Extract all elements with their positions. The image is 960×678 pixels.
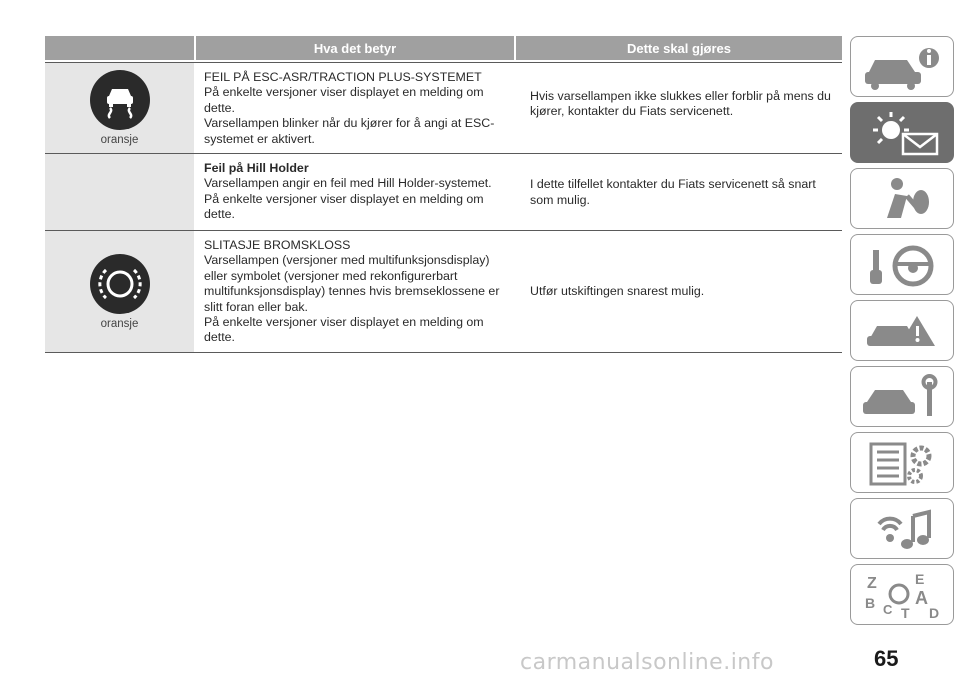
page-number: 65 <box>874 646 899 671</box>
tab-multimedia[interactable] <box>850 498 954 559</box>
svg-text:B: B <box>865 594 876 611</box>
table-row <box>45 62 842 153</box>
car-crash-warning-icon <box>857 306 947 356</box>
color-caption: oransje <box>100 134 139 146</box>
meaning-text: På enkelte versjoner viser displayet en melding om dette. <box>204 315 484 345</box>
svg-text:Z: Z <box>867 574 877 592</box>
action-cell <box>520 63 842 153</box>
action-text: Utfør utskiftingen snarest mulig. <box>530 284 705 299</box>
action-cell <box>520 231 842 352</box>
svg-text:D: D <box>929 604 940 620</box>
meaning-cell <box>196 63 520 153</box>
header-icon-column <box>45 36 196 60</box>
key-steering-wheel-icon <box>857 240 947 290</box>
meaning-title: FEIL PÅ ESC-ASR/TRACTION PLUS-SYSTEMET <box>204 70 482 84</box>
meaning-text: Varsellampen blinker når du kjører for å angi at ESC-systemet er aktivert. <box>204 116 495 146</box>
svg-text:A: A <box>915 587 928 608</box>
action-text: I dette tilfellet kontakter du Fiats servicenett så snart som mulig. <box>530 177 816 207</box>
brake-pad-icon <box>90 254 150 314</box>
meaning-text: På enkelte versjoner viser displayet en melding om dette. <box>204 85 484 115</box>
multimedia-music-icon <box>857 504 947 554</box>
tab-index[interactable] <box>850 564 954 625</box>
svg-text:E: E <box>915 570 925 587</box>
icon-cell <box>45 231 196 352</box>
table-row <box>45 230 842 353</box>
list-gears-icon <box>857 438 947 488</box>
tab-car-info[interactable] <box>850 36 954 97</box>
action-text: Hvis varsellampen ikke slukkes eller forblir på mens du kjører, kontakter du Fiats servicenett. <box>530 89 831 119</box>
warning-lights-table <box>45 36 842 353</box>
icon-cell <box>45 154 196 230</box>
tab-technical-data[interactable] <box>850 432 954 493</box>
icon-cell <box>45 63 196 153</box>
skid-car-icon <box>90 70 150 130</box>
meaning-text: Varsellampen (versjoner med multifunksjonsdisplay) eller symbolet (versjoner med rekonfigurerbart multifunksjonsdisplay) tennes hvis bremseklossene er slitt foran eller bak. <box>204 253 500 314</box>
chapter-tabs <box>850 36 954 630</box>
table-header <box>45 36 842 62</box>
car-info-icon <box>857 42 947 92</box>
table-row <box>45 153 842 230</box>
action-cell <box>520 154 842 230</box>
tab-maintenance[interactable] <box>850 366 954 427</box>
meaning-cell <box>196 231 520 352</box>
tab-emergency[interactable] <box>850 300 954 361</box>
header-meaning: Hva det betyr <box>196 36 516 60</box>
meaning-cell <box>196 154 520 230</box>
airbag-seat-icon <box>857 174 947 224</box>
meaning-title: SLITASJE BROMSKLOSS <box>204 238 351 252</box>
alphabet-index-icon <box>857 570 947 620</box>
meaning-text: På enkelte versjoner viser displayet en melding om dette. <box>204 191 484 222</box>
meaning-title: Feil på Hill Holder <box>204 161 309 175</box>
color-caption: oransje <box>100 317 139 330</box>
svg-text:C: C <box>883 601 893 617</box>
warning-light-message-icon <box>857 108 947 158</box>
tab-warning-lights[interactable] <box>850 102 954 163</box>
car-wrench-icon <box>857 372 947 422</box>
meaning-text: Varsellampen angir en feil med Hill Holder-systemet. <box>204 176 492 191</box>
svg-text:T: T <box>901 604 910 620</box>
watermark: carmanualsonline.info <box>520 650 774 675</box>
header-action: Dette skal gjøres <box>626 40 732 56</box>
tab-safety[interactable] <box>850 168 954 229</box>
tab-driving[interactable] <box>850 234 954 295</box>
